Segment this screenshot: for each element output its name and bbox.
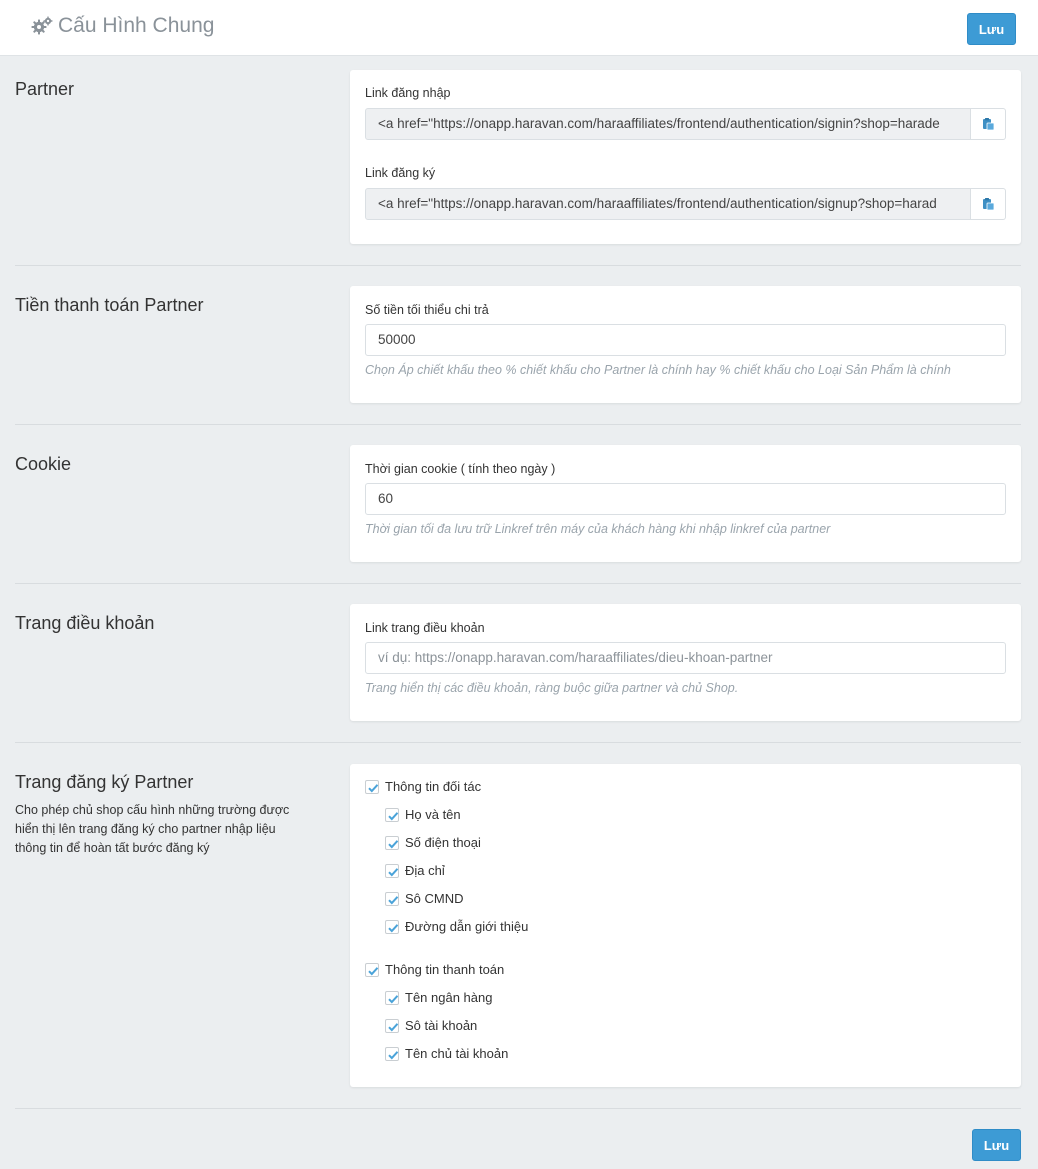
min-payment-input[interactable]: 50000 (365, 324, 1006, 356)
terms-card (350, 604, 1021, 721)
clipboard-icon (981, 197, 995, 211)
divider (15, 424, 1021, 425)
register-description (15, 801, 315, 858)
checkmark-icon (387, 993, 399, 1005)
cookie-duration-label: Thời gian cookie ( tính theo ngày ) (365, 462, 556, 476)
checkbox[interactable] (385, 920, 399, 934)
checkmark-icon (387, 1021, 399, 1033)
copy-signup-link-button[interactable] (971, 188, 1006, 220)
page-title (30, 14, 214, 38)
checkbox[interactable] (385, 1019, 399, 1033)
checkbox[interactable] (385, 808, 399, 822)
checkbox[interactable] (385, 1047, 399, 1061)
checkmark-icon (387, 922, 399, 934)
divider (15, 265, 1021, 266)
min-payment-label: Số tiền tối thiểu chi trả (365, 303, 489, 317)
checkbox-referral-link[interactable] (385, 919, 528, 934)
section-title-payment: Tiền thanh toán Partner (15, 295, 204, 315)
gears-icon (30, 14, 54, 38)
checkmark-icon (387, 894, 399, 906)
cookie-card (350, 445, 1021, 562)
checkmark-icon (387, 1049, 399, 1061)
page-header (0, 0, 1038, 56)
checkmark-icon (367, 965, 379, 977)
copy-login-link-button[interactable] (971, 108, 1006, 140)
signup-link-field[interactable]: <a href="https://onapp.haravan.com/haraaffiliates/frontend/authentication/signup?shop=harad (365, 188, 971, 220)
checkbox[interactable] (385, 836, 399, 850)
section-title-register: Trang đăng ký Partner (15, 772, 194, 792)
checkbox-label: Đường dẫn giới thiệu (405, 919, 529, 934)
divider (15, 742, 1021, 743)
checkbox-address[interactable] (385, 863, 445, 878)
register-description-line: Cho phép chủ shop cấu hình những trường được (15, 803, 290, 817)
cookie-help-text: Thời gian tối đa lưu trữ Linkref trên máy của khách hàng khi nhập linkref của partner (365, 522, 831, 536)
checkbox-id-number[interactable] (385, 891, 464, 906)
checkbox-label: Tên ngân hàng (405, 990, 493, 1005)
checkbox-payment-info[interactable] (365, 962, 504, 977)
checkbox-label: Sô CMND (405, 891, 464, 906)
checkmark-icon (387, 838, 399, 850)
register-description-line: thông tin để hoàn tất bước đăng ký (15, 841, 210, 855)
checkbox[interactable] (385, 864, 399, 878)
register-description-line: hiển thị lên trang đăng ký cho partner nhập liệu (15, 822, 276, 836)
checkbox-label: Địa chỉ (405, 863, 445, 878)
checkbox-label: Thông tin đối tác (385, 779, 482, 794)
checkbox-label: Tên chủ tài khoản (405, 1046, 509, 1061)
register-fields-card (350, 764, 1021, 1087)
login-link-field[interactable]: <a href="https://onapp.haravan.com/haraaffiliates/frontend/authentication/signin?shop=harade (365, 108, 971, 140)
section-title-terms: Trang điều khoản (15, 613, 155, 633)
clipboard-icon (981, 117, 995, 131)
cookie-duration-input[interactable]: 60 (365, 483, 1006, 515)
signup-link-label: Link đăng ký (365, 166, 436, 180)
checkbox-label: Thông tin thanh toán (385, 962, 505, 977)
checkbox-label: Họ và tên (405, 807, 461, 822)
save-button-top[interactable]: Lưu (967, 13, 1016, 45)
checkbox-label: Sô tài khoản (405, 1018, 478, 1033)
terms-link-label: Link trang điều khoản (365, 621, 485, 635)
checkbox[interactable] (365, 963, 379, 977)
checkmark-icon (387, 810, 399, 822)
partner-card (350, 70, 1021, 244)
section-title-cookie: Cookie (15, 454, 72, 474)
checkbox[interactable] (385, 991, 399, 1005)
divider (15, 1108, 1021, 1109)
checkbox[interactable] (365, 780, 379, 794)
checkmark-icon (367, 782, 379, 794)
page-title-text: Cấu Hình Chung (58, 14, 215, 37)
checkbox-full-name[interactable] (385, 807, 461, 822)
checkbox-label: Số điện thoại (405, 835, 481, 850)
login-link-label: Link đăng nhập (365, 86, 451, 100)
checkmark-icon (387, 866, 399, 878)
checkbox-account-holder[interactable] (385, 1046, 508, 1061)
payment-card (350, 286, 1021, 403)
save-button-bottom[interactable]: Lưu (972, 1129, 1021, 1161)
checkbox-partner-info[interactable] (365, 779, 481, 794)
payment-help-text: Chọn Áp chiết khấu theo % chiết khấu cho Partner là chính hay % chiết khấu cho Loại Sản Phẩm là chính (365, 363, 951, 377)
checkbox-account-number[interactable] (385, 1018, 477, 1033)
terms-link-input[interactable]: ví dụ: https://onapp.haravan.com/haraaffiliates/dieu-khoan-partner (365, 642, 1006, 674)
terms-help-text: Trang hiển thị các điều khoản, ràng buộc giữa partner và chủ Shop. (365, 681, 739, 695)
checkbox-phone[interactable] (385, 835, 481, 850)
checkbox-bank-name[interactable] (385, 990, 492, 1005)
divider (15, 583, 1021, 584)
checkbox[interactable] (385, 892, 399, 906)
section-title-partner: Partner (15, 79, 75, 99)
